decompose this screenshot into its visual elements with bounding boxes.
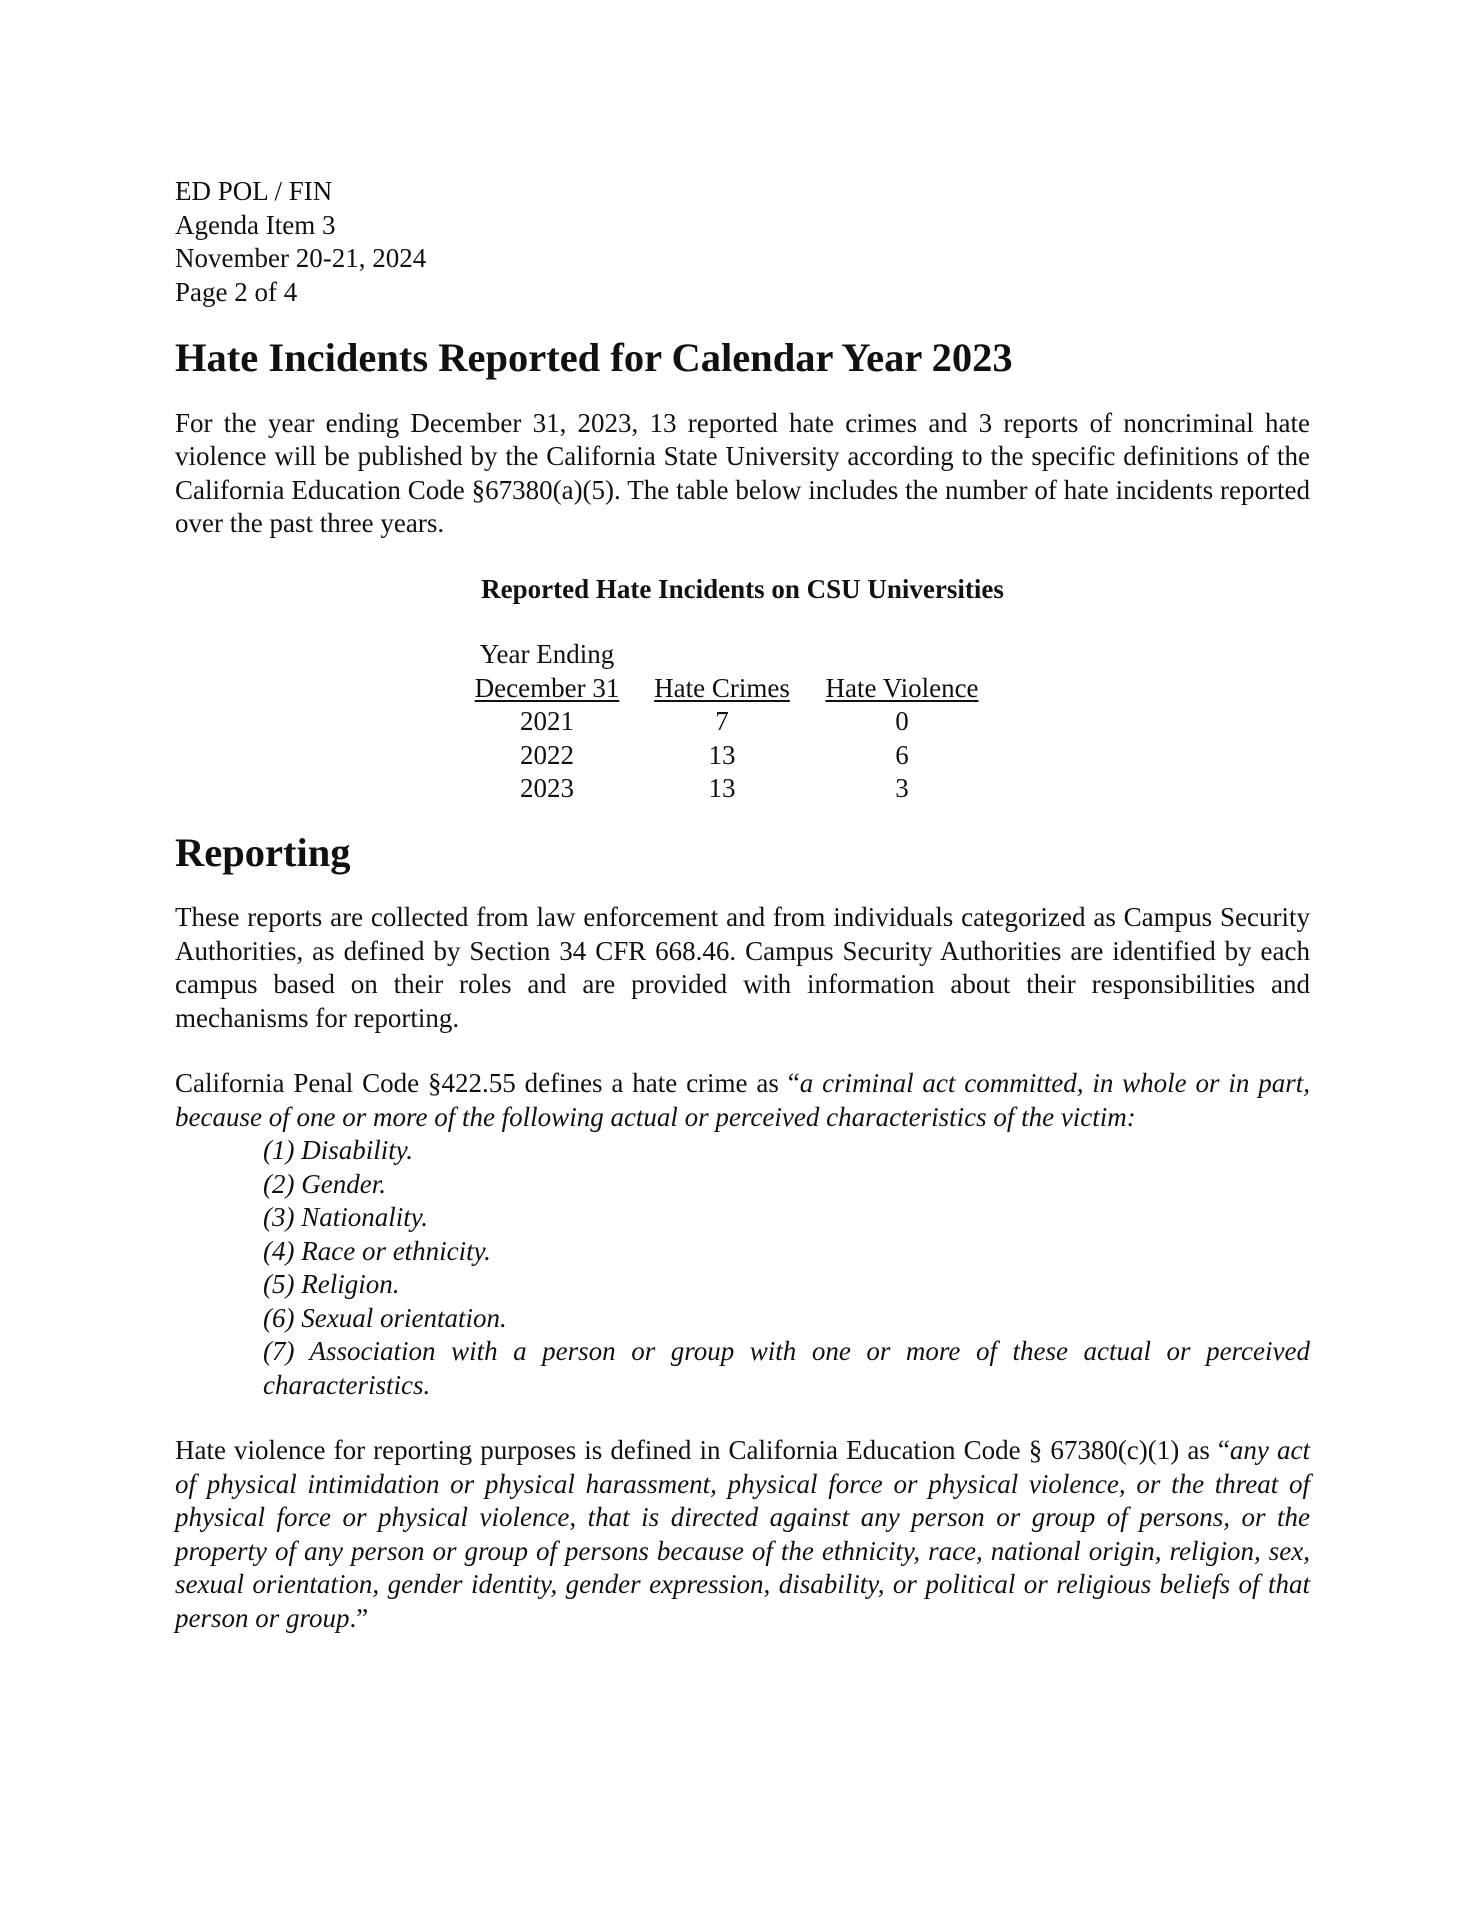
header-committee: ED POL / FIN (175, 176, 333, 206)
list-item: (7) Association with a person or group with one or more of these actual or perceived characteristics. (263, 1336, 1310, 1400)
agenda-header (175, 175, 1310, 309)
hate-violence-end: .” (349, 1602, 369, 1633)
penal-code-paragraph (175, 1067, 1310, 1134)
list-item: (2) Gender. (263, 1168, 386, 1199)
cell-hate-crimes: 13 (708, 773, 736, 803)
list-item: (3) Nationality. (263, 1202, 428, 1232)
column-header-year-line2: December 31 (474, 672, 620, 703)
penal-code-quote: a criminal act committed, in whole or in part, because of one or more of the following actual or perceived characteristics of the victim: (175, 1068, 1310, 1132)
column-header-hate-crimes-label: Hate Crimes (654, 672, 790, 703)
cell-hate-crimes: 7 (715, 706, 729, 736)
table-row (467, 705, 987, 739)
header-page-number: Page 2 of 4 (175, 276, 298, 307)
cell-year: 2022 (520, 739, 574, 770)
list-item: (5) Religion. (263, 1269, 400, 1299)
list-item: (6) Sexual orientation. (263, 1302, 507, 1333)
hate-violence-quote: any act of physical intimidation or physical harassment, physical force or physical violence, or the threat of physical force or physical violence, that is directed against any person or group of persons, or the property of any person or group of persons because of the ethnicity, race, national origin, religion, sex, sexual orientation, gender identity, gender expression, disability, or political or religious beliefs of that person or group (175, 1435, 1310, 1633)
list-item: (4) Race or ethnicity. (263, 1235, 491, 1266)
table-row (467, 739, 987, 773)
column-header-hate-crimes (627, 638, 817, 705)
column-header-year (467, 638, 627, 705)
cell-hate-violence: 0 (895, 706, 909, 736)
table-title: Reported Hate Incidents on CSU Universities (481, 573, 1004, 604)
table-header-row (467, 638, 987, 705)
incidents-table (467, 638, 987, 806)
cell-hate-violence: 3 (895, 773, 909, 803)
header-agenda-item: Agenda Item 3 (175, 209, 336, 240)
cell-year: 2023 (520, 773, 574, 803)
cell-hate-crimes: 13 (708, 739, 736, 770)
characteristics-list (175, 1134, 1310, 1402)
column-header-hate-violence-label: Hate Violence (825, 672, 979, 703)
list-item: (1) Disability. (263, 1135, 413, 1165)
hate-violence-paragraph (175, 1434, 1310, 1635)
page-content (175, 175, 1310, 1635)
section-heading-reporting: Reporting (175, 829, 351, 875)
column-header-year-line1: Year Ending (479, 639, 615, 669)
intro-paragraph: For the year ending December 31, 2023, 13 reported hate crimes and 3 reports of noncriminal hate violence will be published by the California State University according to the specific definitions of the California Education Code §67380(a)(5). The table below includes the number of hate incidents reported over the past three years. (175, 407, 1310, 538)
penal-code-intro: California Penal Code §422.55 defines a hate crime as “ (175, 1068, 800, 1098)
incidents-table-wrapper (467, 638, 1310, 806)
table-row (467, 772, 987, 806)
cell-hate-violence: 6 (895, 739, 909, 770)
header-date: November 20-21, 2024 (175, 243, 427, 273)
section-heading-hate-incidents: Hate Incidents Reported for Calendar Year 2023 (175, 335, 1013, 380)
hate-violence-intro: Hate violence for reporting purposes is defined in California Education Code § 67380(c)(1) as “ (175, 1435, 1230, 1465)
reporting-paragraph: These reports are collected from law enforcement and from individuals categorized as Campus Security Authorities, as defined by Section 34 CFR 668.46. Campus Security Authorities are identified by each campus based on their roles and are provided with information about their responsibilities and mechanisms for reporting. (175, 902, 1310, 1033)
cell-year: 2021 (520, 706, 574, 736)
column-header-hate-violence (817, 638, 987, 705)
